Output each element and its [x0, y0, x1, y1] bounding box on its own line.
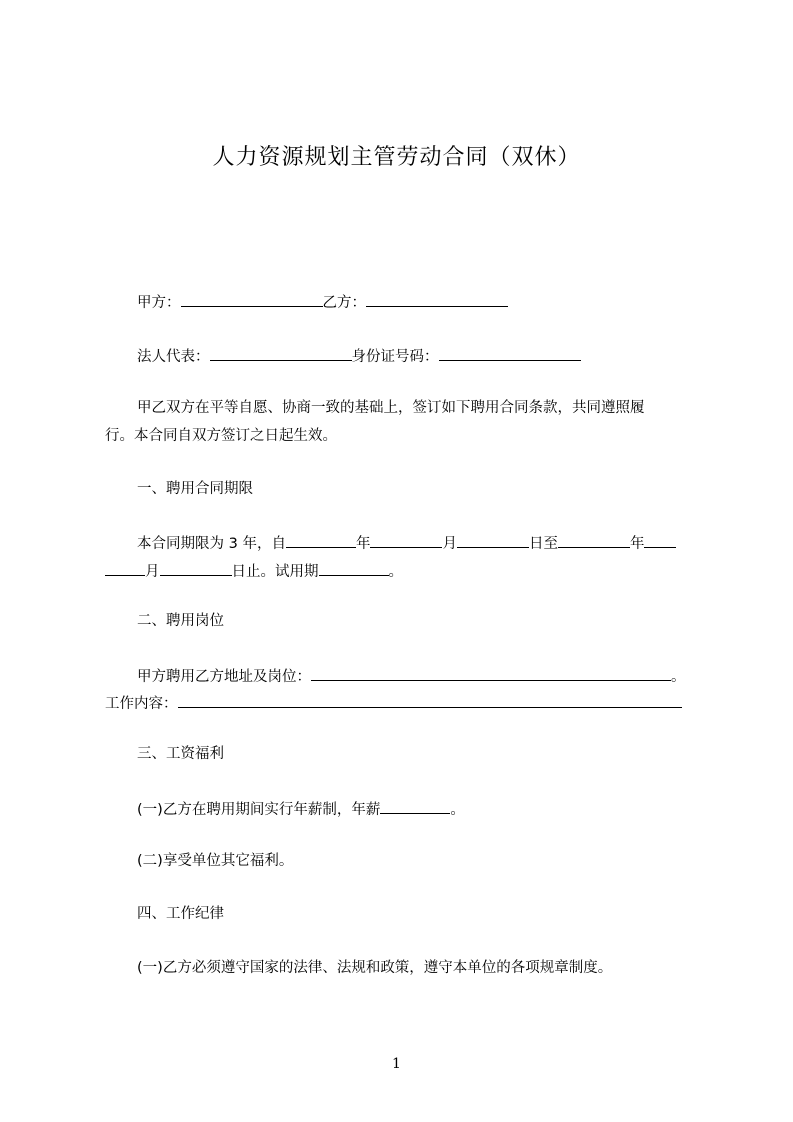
id-number-label: 身份证号码： — [351, 349, 439, 365]
page-number: 1 — [392, 1056, 401, 1072]
document-title: 人力资源规划主管劳动合同（双休） — [212, 145, 581, 170]
term-period-mark: 。 — [388, 564, 403, 580]
position-label: 甲方聘用乙方地址及岗位： — [137, 669, 311, 685]
legal-rep-label: 法人代表： — [137, 349, 210, 365]
party-b-blank — [366, 292, 508, 307]
legal-rep-blank — [210, 346, 352, 361]
end-year-blank — [558, 533, 630, 548]
section-3-heading: 三、工资福利 — [137, 746, 224, 762]
term-line-1 — [137, 533, 676, 553]
start-month-label: 月 — [442, 536, 457, 552]
term-line-2 — [105, 561, 403, 581]
start-year-blank — [286, 533, 356, 548]
section-2-heading: 二、聘用岗位 — [137, 613, 224, 629]
id-number-blank — [439, 346, 581, 361]
work-content-blank — [178, 693, 682, 708]
intro-line-1: 甲乙双方在平等自愿、协商一致的基础上，签订如下聘用合同条款，共同遵照履 — [137, 400, 645, 416]
term-prefix: 本合同期限为 3 年，自 — [137, 536, 286, 552]
work-content-line — [105, 693, 682, 713]
party-a-blank — [181, 292, 323, 307]
salary-period-mark: 。 — [450, 802, 465, 818]
start-year-label: 年 — [355, 536, 371, 552]
end-day-blank — [160, 561, 232, 576]
day-end-label: 日止。试用期 — [231, 564, 319, 580]
work-content-label: 工作内容： — [105, 696, 178, 712]
position-period-mark: 。 — [671, 669, 686, 685]
salary-line — [137, 799, 465, 819]
position-blank — [311, 666, 671, 681]
salary-blank — [380, 799, 450, 814]
party-line — [137, 292, 508, 312]
end-month-label: 月 — [145, 564, 160, 580]
start-month-blank — [370, 533, 442, 548]
party-b-label: 乙方： — [322, 295, 366, 311]
intro-line-2: 行。本合同自双方签订之日起生效。 — [105, 428, 337, 444]
legal-rep-line — [137, 346, 581, 366]
welfare-line: (二)享受单位其它福利。 — [137, 853, 294, 869]
day-to-label: 日至 — [528, 536, 558, 552]
salary-item: (一)乙方在聘用期间实行年薪制，年薪 — [137, 802, 381, 818]
start-day-blank — [457, 533, 529, 548]
end-month-blank-part1 — [644, 533, 676, 548]
probation-blank — [319, 561, 389, 576]
end-year-label: 年 — [629, 536, 645, 552]
position-line — [137, 666, 686, 686]
discipline-line: (一)乙方必须遵守国家的法律、法规和政策，遵守本单位的各项规章制度。 — [137, 960, 613, 976]
end-month-blank-part2 — [105, 561, 145, 576]
section-1-heading: 一、聘用合同期限 — [137, 481, 253, 497]
section-4-heading: 四、工作纪律 — [137, 906, 224, 922]
party-a-label: 甲方： — [137, 295, 181, 311]
